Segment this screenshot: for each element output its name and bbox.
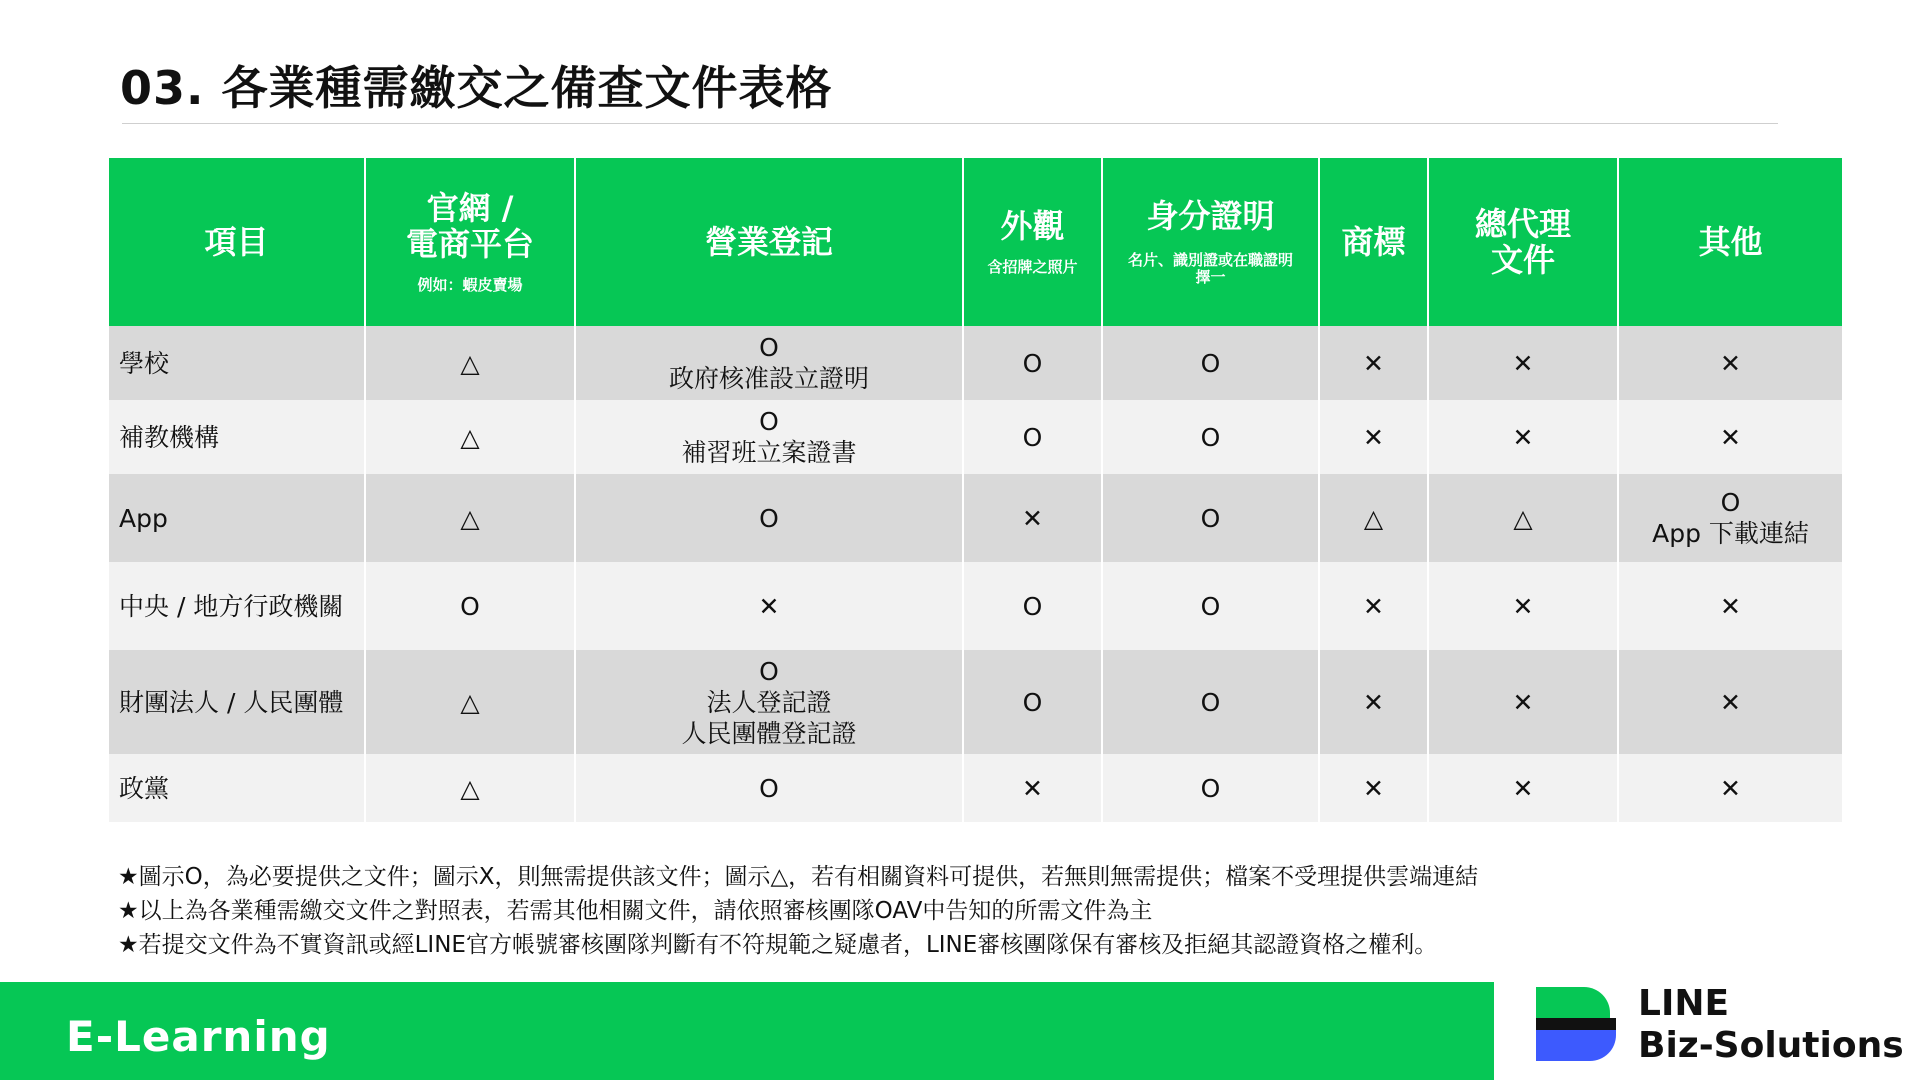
table-cell: O	[963, 326, 1102, 400]
table-cell: O	[365, 562, 575, 650]
table-cell: ✕	[1618, 326, 1842, 400]
row-label: 補教機構	[109, 400, 365, 474]
table-cell: ✕	[1428, 400, 1618, 474]
row-label: 學校	[109, 326, 365, 400]
table-cell: ✕	[1428, 754, 1618, 822]
line-biz-solutions-logo-icon	[1536, 987, 1616, 1061]
table-header-row	[109, 158, 1842, 326]
row-label: 財團法人 / 人民團體	[109, 650, 365, 754]
table-cell: △	[365, 326, 575, 400]
table-cell: O 補習班立案證書	[575, 400, 963, 474]
header-other	[1618, 158, 1842, 326]
header-distributor	[1428, 158, 1618, 326]
header-sublabel: 名片、識別證或在職證明 擇一	[1127, 251, 1293, 286]
table-cell: ✕	[963, 754, 1102, 822]
table-row	[109, 650, 1842, 754]
table-cell: ✕	[1319, 562, 1428, 650]
table-cell: O App 下載連結	[1618, 474, 1842, 562]
table-cell: ✕	[963, 474, 1102, 562]
table-cell: O	[1102, 474, 1319, 562]
table-cell: ✕	[1319, 400, 1428, 474]
footnote: ★若提交文件為不實資訊或經LINE官方帳號審核團隊判斷有不符規範之疑慮者，LINE審核團隊保有審核及拒絕其認證資格之權利。	[118, 932, 1438, 958]
table-cell: △	[1428, 474, 1618, 562]
table-cell: O	[963, 400, 1102, 474]
table-cell: ✕	[575, 562, 963, 650]
table-cell: O 政府核准設立證明	[575, 326, 963, 400]
document-requirements-table	[109, 158, 1842, 822]
header-sublabel: 例如：蝦皮賣場	[417, 276, 523, 294]
header-label: 身分證明	[1146, 197, 1275, 235]
header-sublabel: 含招牌之照片	[987, 258, 1078, 276]
table-cell: △	[365, 474, 575, 562]
table-cell: O 法人登記證 人民團體登記證	[575, 650, 963, 754]
logo-line-1: LINE	[1638, 983, 1730, 1024]
header-identity-proof	[1102, 158, 1319, 326]
table-cell: O	[1102, 562, 1319, 650]
table-cell: ✕	[1319, 650, 1428, 754]
header-appearance	[963, 158, 1102, 326]
table-cell: ✕	[1428, 326, 1618, 400]
header-trademark	[1319, 158, 1428, 326]
table-cell: O	[575, 474, 963, 562]
header-label: 官網 / 電商平台	[405, 189, 534, 263]
table-cell: O	[1102, 400, 1319, 474]
header-label: 外觀	[1000, 207, 1065, 245]
table-cell: ✕	[1428, 650, 1618, 754]
table-cell: ✕	[1319, 754, 1428, 822]
table-cell: ✕	[1428, 562, 1618, 650]
footnote: ★以上為各業種需繳交文件之對照表，若需其他相關文件，請依照審核團隊OAV中告知的所需文件為主	[118, 898, 1153, 924]
row-label: 中央 / 地方行政機關	[109, 562, 365, 650]
header-label: 商標	[1341, 223, 1406, 261]
table-cell: ✕	[1618, 562, 1842, 650]
title-divider	[122, 123, 1778, 124]
footer-label: E-Learning	[66, 1012, 331, 1061]
header-item	[109, 158, 365, 326]
header-label: 其他	[1698, 223, 1763, 261]
header-website	[365, 158, 575, 326]
table-cell: △	[1319, 474, 1428, 562]
footnote: ★圖示O，為必要提供之文件；圖示X，則無需提供該文件；圖示△，若有相關資料可提供，若無則無需提供；檔案不受理提供雲端連結	[118, 864, 1479, 890]
table-cell: △	[365, 400, 575, 474]
table-row	[109, 474, 1842, 562]
footnotes	[118, 860, 1478, 962]
logo-wordmark	[1638, 984, 1904, 1066]
table-cell: ✕	[1618, 754, 1842, 822]
table-cell: O	[963, 562, 1102, 650]
table-cell: O	[1102, 326, 1319, 400]
table-cell: △	[365, 754, 575, 822]
table-cell: O	[1102, 754, 1319, 822]
row-label: App	[109, 474, 365, 562]
table-cell: O	[1102, 650, 1319, 754]
table-cell: O	[575, 754, 963, 822]
header-label: 營業登記	[704, 223, 833, 261]
table-row	[109, 562, 1842, 650]
header-business-registration	[575, 158, 963, 326]
table-row	[109, 400, 1842, 474]
row-label: 政黨	[109, 754, 365, 822]
header-label: 總代理 文件	[1474, 205, 1571, 279]
table-cell: ✕	[1319, 326, 1428, 400]
logo-line-2: Biz-Solutions	[1638, 1025, 1904, 1066]
header-label: 項目	[204, 223, 269, 261]
table-cell: O	[963, 650, 1102, 754]
table-row	[109, 326, 1842, 400]
table-row	[109, 754, 1842, 822]
page-title: 03. 各業種需繳交之備查文件表格	[120, 61, 833, 115]
table-cell: ✕	[1618, 650, 1842, 754]
table-cell: ✕	[1618, 400, 1842, 474]
table-cell: △	[365, 650, 575, 754]
